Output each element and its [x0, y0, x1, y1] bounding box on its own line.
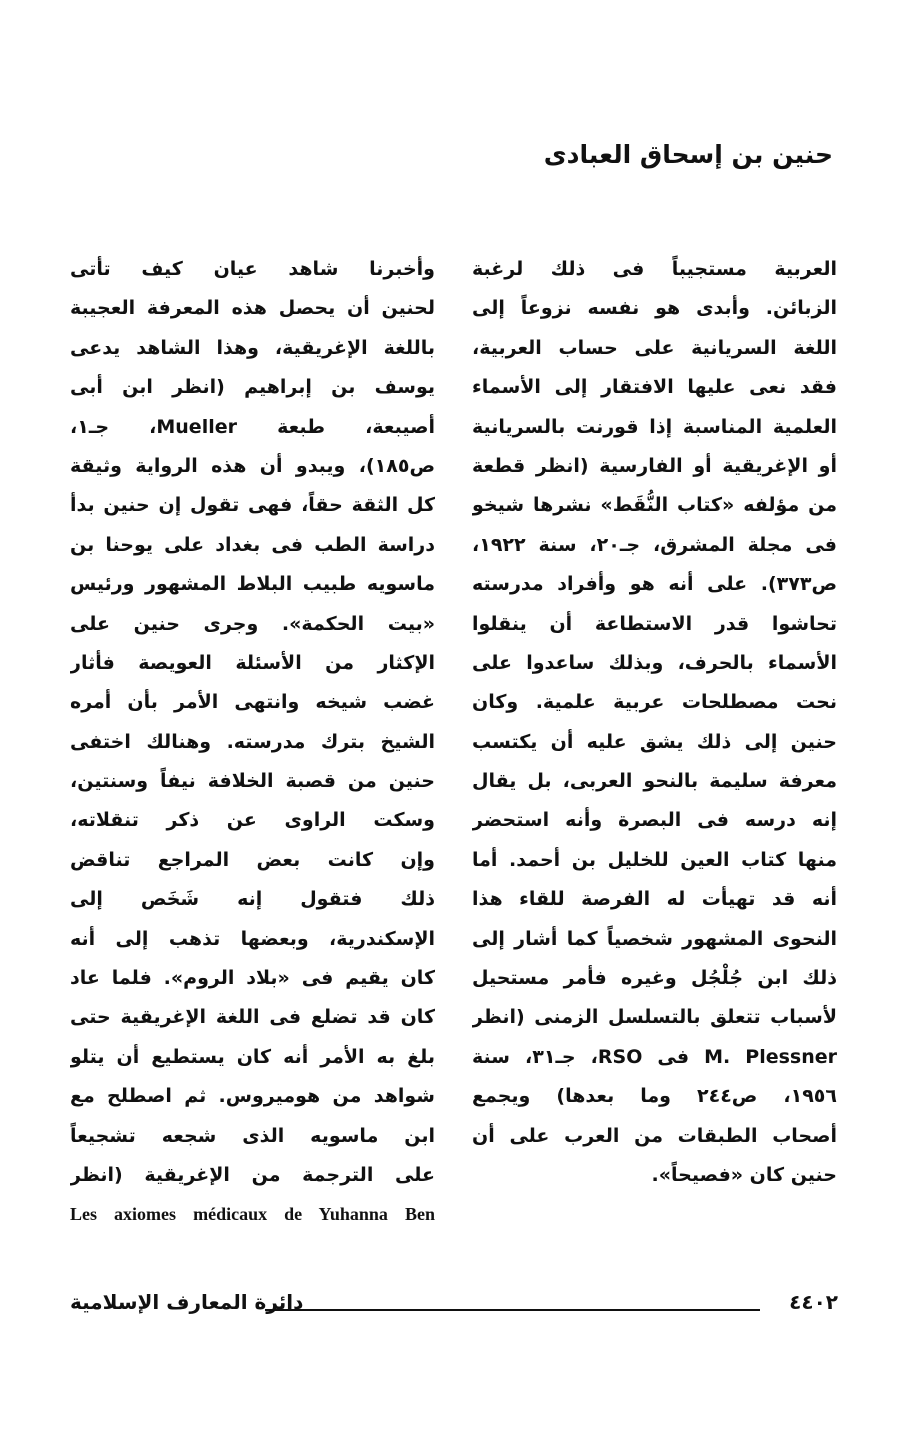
text-line: من مؤلفه «كتاب النُّقَط» نشرها شيخو — [472, 494, 837, 517]
text-line: ذلك ابن جُلْجُل وغيره فأمر مستحيل — [472, 967, 837, 990]
text-line: لحنين أن يحصل هذه المعرفة العجيبة — [70, 297, 435, 320]
text-line: العلمية المناسبة إذا قورنت بالسريانية — [472, 415, 837, 438]
text-line: الزبائن. وأبدى هو نفسه نزوعاً إلى — [472, 297, 837, 320]
text-line: الإكثار من الأسئلة العويصة فأثار — [70, 651, 435, 674]
text-line: معرفة سليمة بالنحو العربى، بل يقال — [472, 770, 837, 793]
running-head-title: حنين بن إسحاق العبادى — [543, 140, 833, 169]
text-line: نحت مصطلحات عربية علمية. وكان — [472, 691, 837, 714]
text-line: يوسف بن إبراهيم (انظر ابن أبى — [70, 376, 435, 399]
text-line: أصيبعة، طبعة Mueller، جـ١، — [70, 415, 435, 438]
text-line: تحاشوا قدر الاستطاعة أن ينقلوا — [472, 612, 837, 635]
text-column-left — [70, 250, 435, 1235]
text-line: فقد نعى عليها الافتقار إلى الأسماء — [472, 376, 837, 399]
text-line: حنين إلى ذلك يشق عليه أن يكتسب — [472, 730, 837, 753]
page-footer — [70, 1290, 838, 1324]
text-line: ١٩٥٦، ص٢٤٤ وما بعدها) ويجمع — [472, 1085, 837, 1108]
text-line: ص١٨٥)، ويبدو أن هذه الرواية وثيقة — [70, 454, 435, 477]
text-line: الإسكندرية، وبعضها تذهب إلى أنه — [70, 927, 435, 950]
text-line: منها كتاب العين للخليل بن أحمد. أما — [472, 848, 837, 871]
text-line: العربية مستجيباً فى ذلك لرغبة — [472, 258, 837, 280]
text-line: أو الإغريقية أو الفارسية (انظر قطعة — [472, 454, 837, 477]
text-line: حنين من قصبة الخلافة نيفاً وسنتين، — [70, 770, 435, 793]
text-line: كان قد تضلع فى اللغة الإغريقية حتى — [70, 1006, 435, 1029]
text-line: ذلك فتقول إنه شَخَص إلى — [70, 888, 435, 911]
text-line: دراسة الطب فى بغداد على يوحنا بن — [70, 533, 435, 556]
text-line: اللغة السريانية على حساب العربية، — [472, 336, 837, 359]
text-line: وسكت الراوى عن ذكر تنقلاته، — [70, 809, 435, 832]
text-line: النحوى المشهور شخصياً كما أشار إلى — [472, 927, 837, 950]
text-line: الشيخ بترك مدرسته. وهنالك اختفى — [70, 730, 435, 753]
footer-divider — [265, 1309, 760, 1311]
footer-publication-title: دائرة المعارف الإسلامية — [70, 1290, 304, 1314]
text-column-right — [472, 250, 837, 1195]
text-line: ص٣٧٣). على أنه هو وأفراد مدرسته — [472, 573, 837, 596]
text-line: لأسباب تتعلق بالتسلسل الزمنى (انظر — [472, 1006, 837, 1029]
text-line: الأسماء بالحرف، وبذلك ساعدوا على — [472, 651, 837, 674]
text-line: كل الثقة حقاً، فهى تقول إن حنين بدأ — [70, 494, 435, 517]
text-line: شواهد من هوميروس. ثم اصطلح مع — [70, 1085, 435, 1108]
text-line: وأخبرنا شاهد عيان كيف تأتى — [70, 258, 435, 280]
text-line: ابن ماسويه الذى شجعه تشجيعاً — [70, 1124, 435, 1147]
text-line: أنه قد تهيأت له الفرصة للقاء هذا — [472, 888, 837, 911]
text-line: غضب شيخه وانتهى الأمر بأن أمره — [70, 691, 435, 714]
text-line: فى مجلة المشرق، جـ٢٠، سنة ١٩٢٢، — [472, 533, 837, 556]
page-number: ٤٤٠٢ — [789, 1290, 838, 1314]
text-line: «بيت الحكمة». وجرى حنين على — [70, 612, 435, 635]
text-line: أصحاب الطبقات من العرب على أن — [472, 1124, 837, 1147]
text-line: M. Plessner فى RSO، جـ٣١، سنة — [472, 1045, 837, 1068]
text-line: على الترجمة من الإغريقية (انظر — [70, 1163, 435, 1186]
text-line: وإن كانت بعض المراجع تناقض — [70, 848, 435, 871]
text-line: ماسويه طبيب البلاط المشهور ورئيس — [70, 573, 435, 596]
text-line: إنه درسه فى البصرة وأنه استحضر — [472, 809, 837, 832]
text-line: باللغة الإغريقية، وهذا الشاهد يدعى — [70, 336, 435, 359]
text-line-latin: Les axiomes médicaux de Yuhanna Ben — [70, 1204, 435, 1225]
text-line: بلغ به الأمر أنه كان يستطيع أن يتلو — [70, 1045, 435, 1068]
text-line: حنين كان «فصيحاً». — [651, 1163, 837, 1186]
text-line: كان يقيم فى «بلاد الروم». فلما عاد — [70, 967, 435, 990]
